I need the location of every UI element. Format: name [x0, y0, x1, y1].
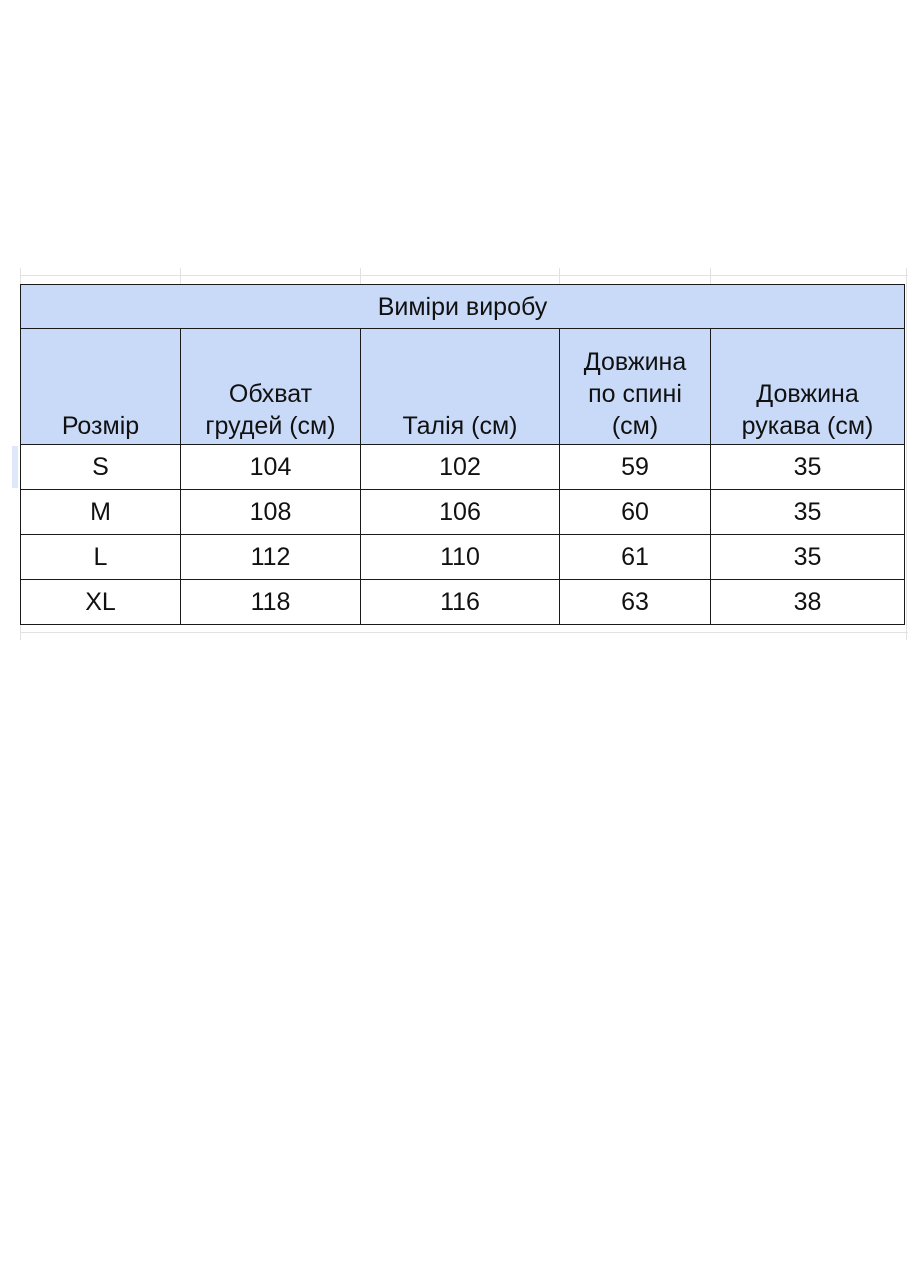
- cell-waist: 110: [361, 535, 560, 580]
- title-row: [21, 285, 905, 329]
- cell-chest: 118: [181, 580, 361, 625]
- header-line: Довжина: [756, 380, 859, 408]
- header-waist: [361, 329, 560, 445]
- sheet-gridline-right: [906, 268, 907, 640]
- header-chest: [181, 329, 361, 445]
- table-row: [21, 445, 905, 490]
- cell-size: M: [21, 490, 181, 535]
- header-line: (см): [611, 412, 659, 440]
- size-table: [20, 284, 905, 625]
- cell-back-length: 59: [560, 445, 711, 490]
- cell-waist: 116: [361, 580, 560, 625]
- header-line: Обхват: [228, 380, 313, 408]
- cell-size: L: [21, 535, 181, 580]
- sheet-gridline-col: [559, 268, 560, 284]
- table-row: [21, 490, 905, 535]
- header-line: грудей (см): [205, 412, 336, 440]
- cell-size: XL: [21, 580, 181, 625]
- sheet-gridline-bottom: [20, 632, 908, 633]
- cell-sleeve-length: 35: [711, 490, 905, 535]
- cell-back-length: 61: [560, 535, 711, 580]
- header-line: Талія (см): [402, 412, 518, 440]
- cell-chest: 112: [181, 535, 361, 580]
- header-line: рукава (см): [741, 412, 874, 440]
- cell-waist: 102: [361, 445, 560, 490]
- header-line: Розмір: [61, 412, 140, 440]
- header-back-length: [560, 329, 711, 445]
- cell-size: S: [21, 445, 181, 490]
- table-row: [21, 580, 905, 625]
- header-line: Довжина: [583, 348, 687, 376]
- sheet-gridline-col: [710, 268, 711, 284]
- selected-row-marker: [12, 446, 18, 488]
- cell-waist: 106: [361, 490, 560, 535]
- cell-chest: 108: [181, 490, 361, 535]
- cell-sleeve-length: 35: [711, 535, 905, 580]
- sheet-gridline-top: [20, 275, 908, 276]
- header-row: [21, 329, 905, 445]
- table-row: [21, 535, 905, 580]
- sheet-gridline-col: [180, 268, 181, 284]
- cell-back-length: 60: [560, 490, 711, 535]
- header-line: по спині: [588, 380, 682, 408]
- cell-sleeve-length: 35: [711, 445, 905, 490]
- sheet-gridline-col: [360, 268, 361, 284]
- cell-back-length: 63: [560, 580, 711, 625]
- cell-sleeve-length: 38: [711, 580, 905, 625]
- table-title: Виміри виробу: [21, 285, 905, 329]
- size-chart: [20, 284, 905, 625]
- cell-chest: 104: [181, 445, 361, 490]
- header-size: [21, 329, 181, 445]
- header-sleeve-length: [711, 329, 905, 445]
